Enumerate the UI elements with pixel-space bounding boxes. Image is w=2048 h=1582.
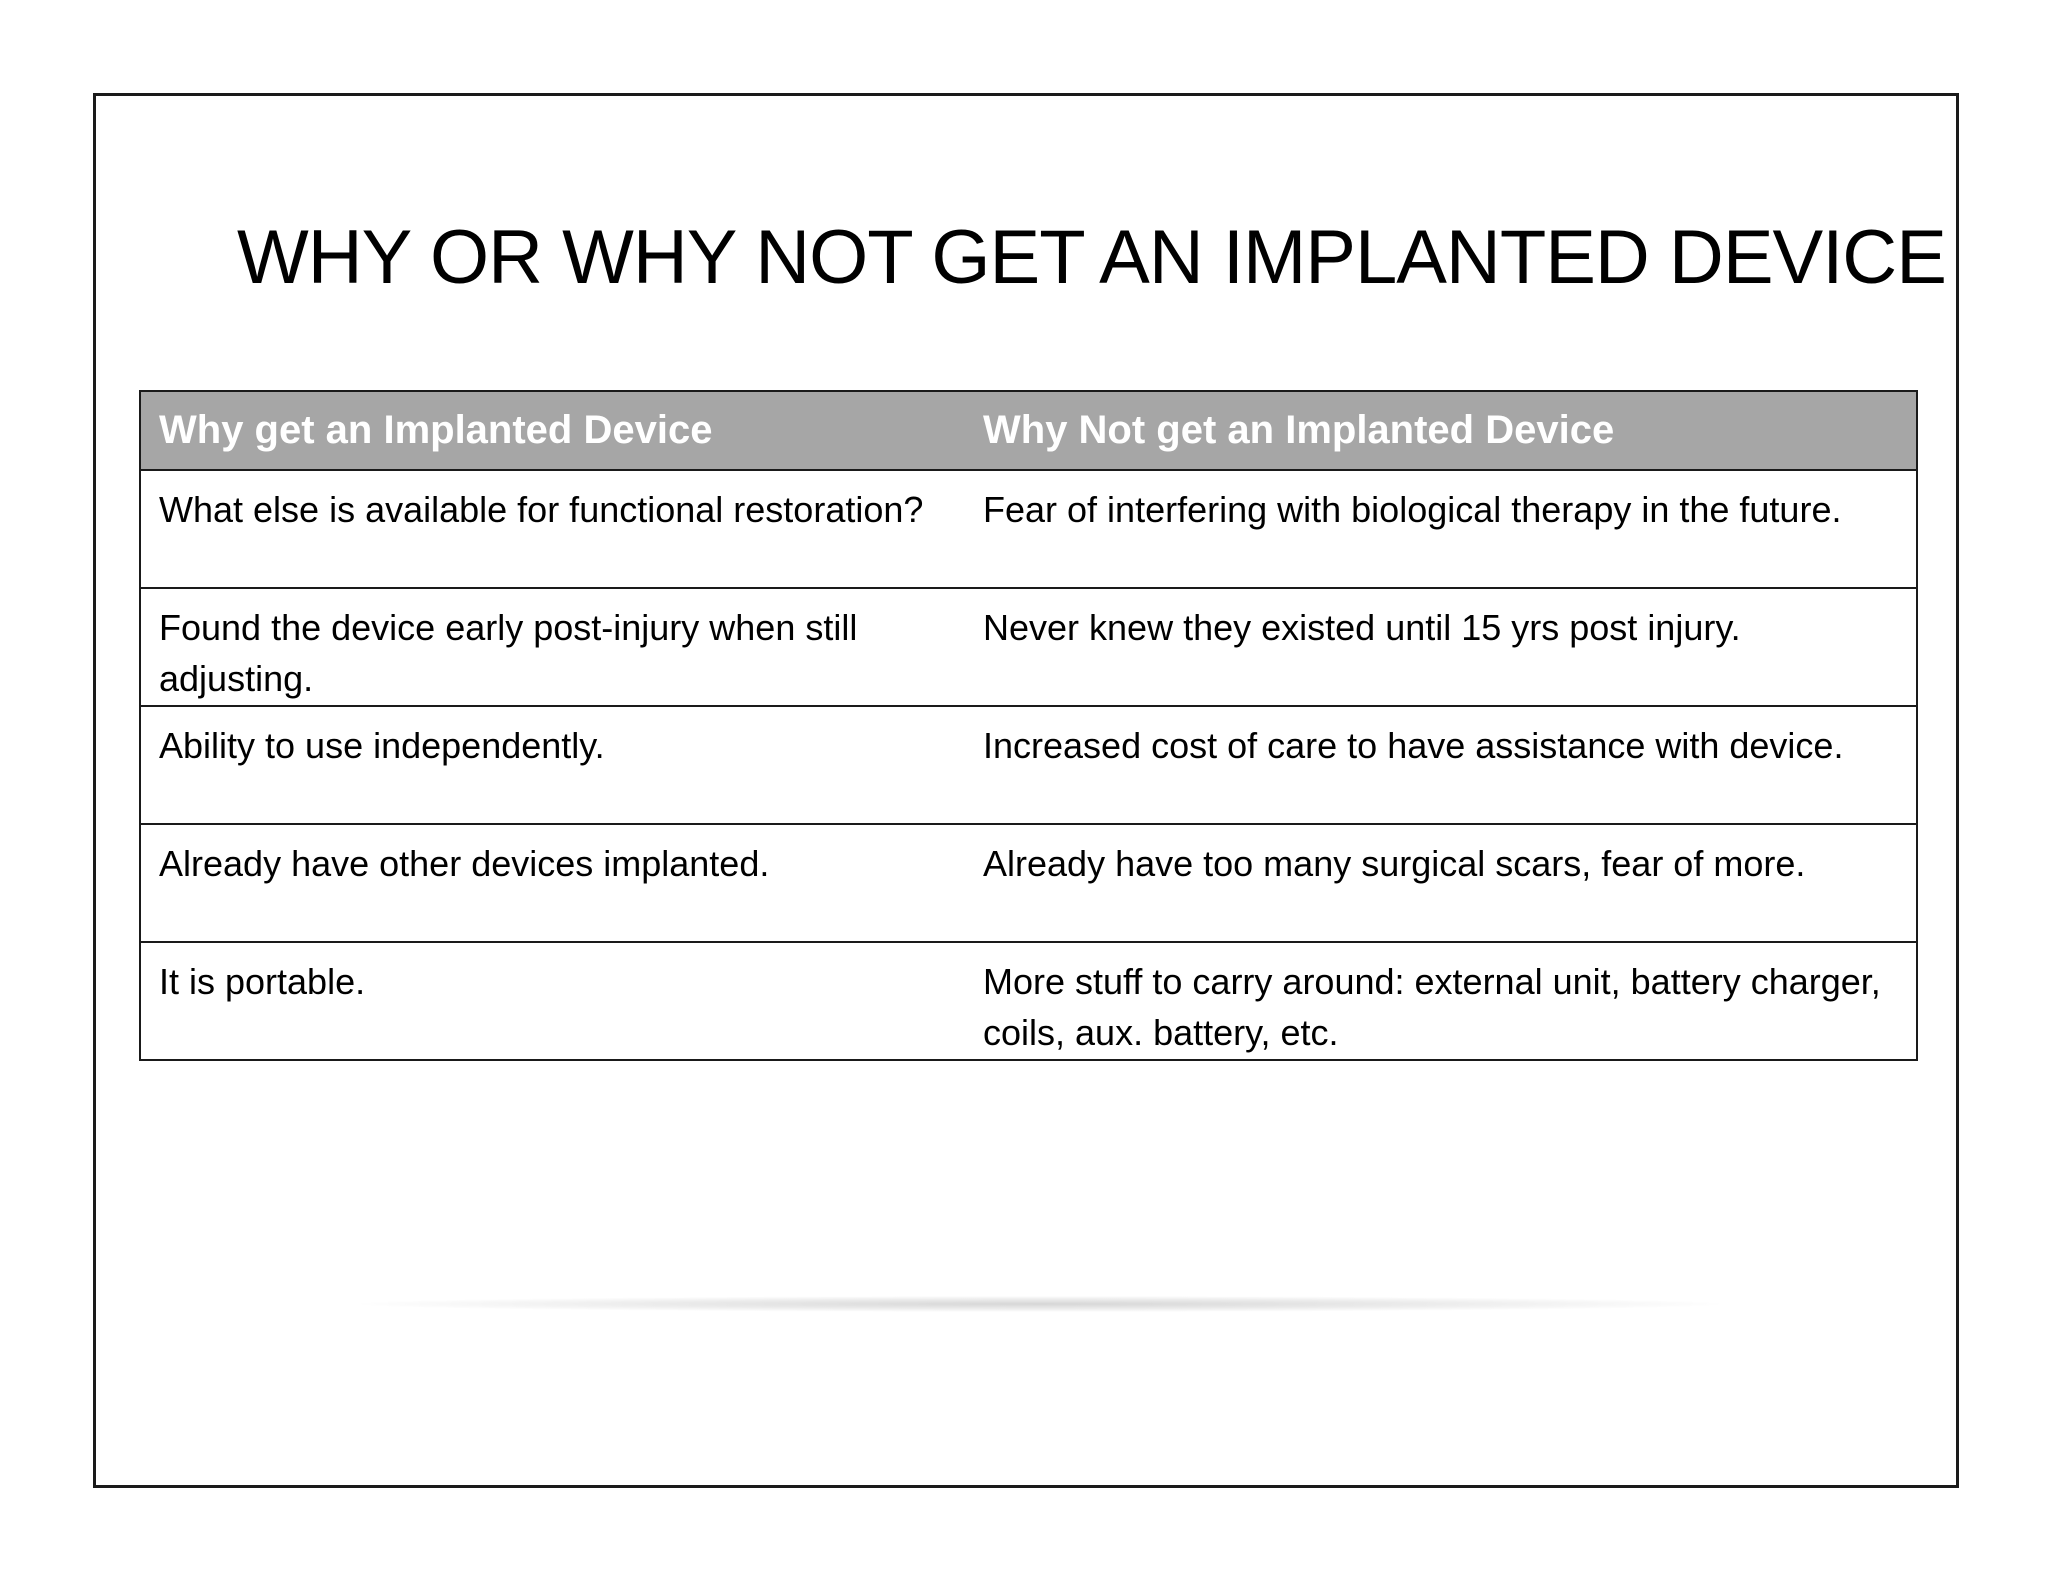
cell-why-not: Fear of interfering with biological therapy in the future.: [965, 470, 1917, 588]
cell-why-not: More stuff to carry around: external unit, battery charger, coils, aux. battery, etc.: [965, 942, 1917, 1060]
table-row: [140, 470, 1917, 588]
table-row: [140, 824, 1917, 942]
table-row: [140, 706, 1917, 824]
cell-why: Ability to use independently.: [140, 706, 965, 824]
cell-why-not: Already have too many surgical scars, fear of more.: [965, 824, 1917, 942]
cell-why-not: Never knew they existed until 15 yrs post injury.: [965, 588, 1917, 706]
cell-why-not: Increased cost of care to have assistance with device.: [965, 706, 1917, 824]
comparison-table: [139, 390, 1918, 1061]
table-row: [140, 942, 1917, 1060]
cell-why: It is portable.: [140, 942, 965, 1060]
slide-title: WHY OR WHY NOT GET AN IMPLANTED DEVICE: [237, 215, 1946, 300]
cell-why: What else is available for functional restoration?: [140, 470, 965, 588]
header-why: Why get an Implanted Device: [140, 391, 965, 470]
table-row: [140, 588, 1917, 706]
cell-why: Already have other devices implanted.: [140, 824, 965, 942]
table-header-row: [140, 391, 1917, 470]
header-why-not: Why Not get an Implanted Device: [965, 391, 1917, 470]
decorative-shadow-line: [360, 1296, 1720, 1312]
cell-why: Found the device early post-injury when still adjusting.: [140, 588, 965, 706]
